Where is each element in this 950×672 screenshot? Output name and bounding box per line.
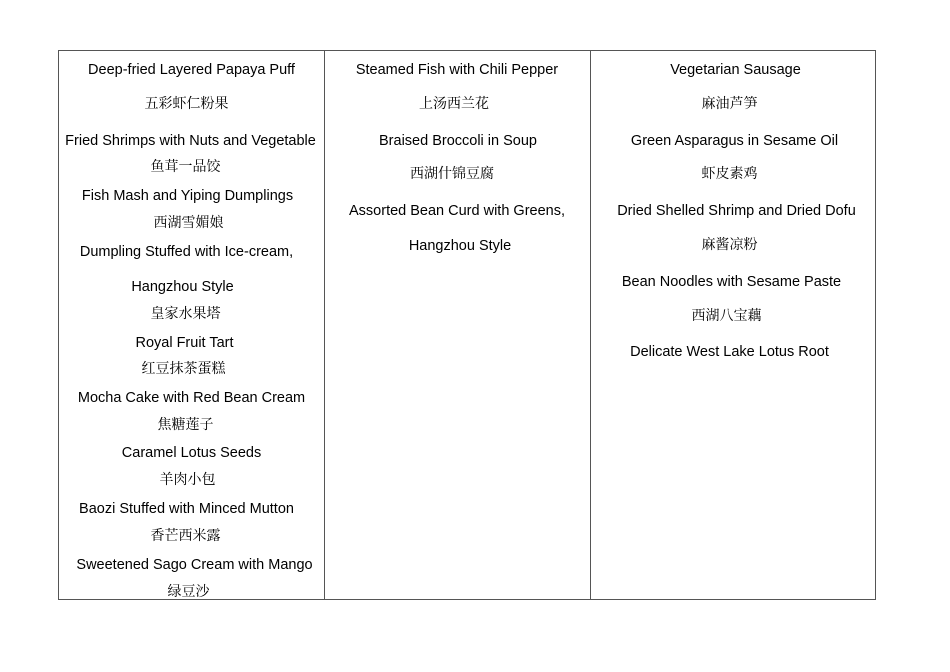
dish-zh: 西湖八宝藕 <box>691 308 762 324</box>
dish-en: Bean Noodles with Sesame Paste <box>621 274 842 290</box>
dish-en: Sweetened Sago Cream with Mango <box>76 557 313 573</box>
dish-zh: 西湖雪媚娘 <box>153 215 224 231</box>
dish-en: Dumpling Stuffed with Ice-cream, <box>79 244 294 260</box>
dish-en: Mocha Cake with Red Bean Cream <box>77 390 306 406</box>
dish-zh: 皇家水果塔 <box>150 306 221 322</box>
dish-en: Hangzhou Style <box>408 238 512 254</box>
dish-zh: 麻油芦笋 <box>701 96 758 112</box>
dish-zh: 香芒西米露 <box>150 528 221 544</box>
dish-zh: 焦糖莲子 <box>157 417 214 433</box>
dish-zh: 鱼茸一品饺 <box>150 159 221 175</box>
dish-zh: 红豆抹茶蛋糕 <box>141 361 226 377</box>
dish-en: Caramel Lotus Seeds <box>121 445 262 461</box>
dish-zh: 绿豆沙 <box>167 584 210 600</box>
dish-en: Delicate West Lake Lotus Root <box>630 344 829 360</box>
dish-en: Baozi Stuffed with Minced Mutton <box>79 501 294 517</box>
dish-en: Royal Fruit Tart <box>135 335 234 351</box>
dish-en: Green Asparagus in Sesame Oil <box>630 133 839 149</box>
dish-zh: 西湖什锦豆腐 <box>410 166 494 182</box>
dish-en: Vegetarian Sausage <box>670 62 801 78</box>
dish-zh: 虾皮素鸡 <box>701 166 758 182</box>
menu-column-1 <box>59 51 324 599</box>
dish-zh: 羊肉小包 <box>159 472 216 488</box>
dish-en: Assorted Bean Curd with Greens, <box>349 203 565 219</box>
dish-en: Hangzhou Style <box>131 279 234 295</box>
dish-en: Fried Shrimps with Nuts and Vegetable <box>65 133 316 149</box>
dish-zh: 麻酱凉粉 <box>701 237 758 253</box>
dish-en: Deep-fried Layered Papaya Puff <box>88 62 295 78</box>
menu-table <box>58 50 876 600</box>
dish-en: Steamed Fish with Chili Pepper <box>355 62 559 78</box>
dish-en: Fish Mash and Yiping Dumplings <box>81 188 294 204</box>
dish-zh: 五彩虾仁粉果 <box>144 96 229 112</box>
menu-column-2 <box>324 51 591 599</box>
menu-column-3 <box>590 51 876 599</box>
dish-en: Braised Broccoli in Soup <box>379 133 537 149</box>
dish-zh: 上汤西兰花 <box>419 96 489 112</box>
dish-en: Dried Shelled Shrimp and Dried Dofu <box>617 203 856 219</box>
